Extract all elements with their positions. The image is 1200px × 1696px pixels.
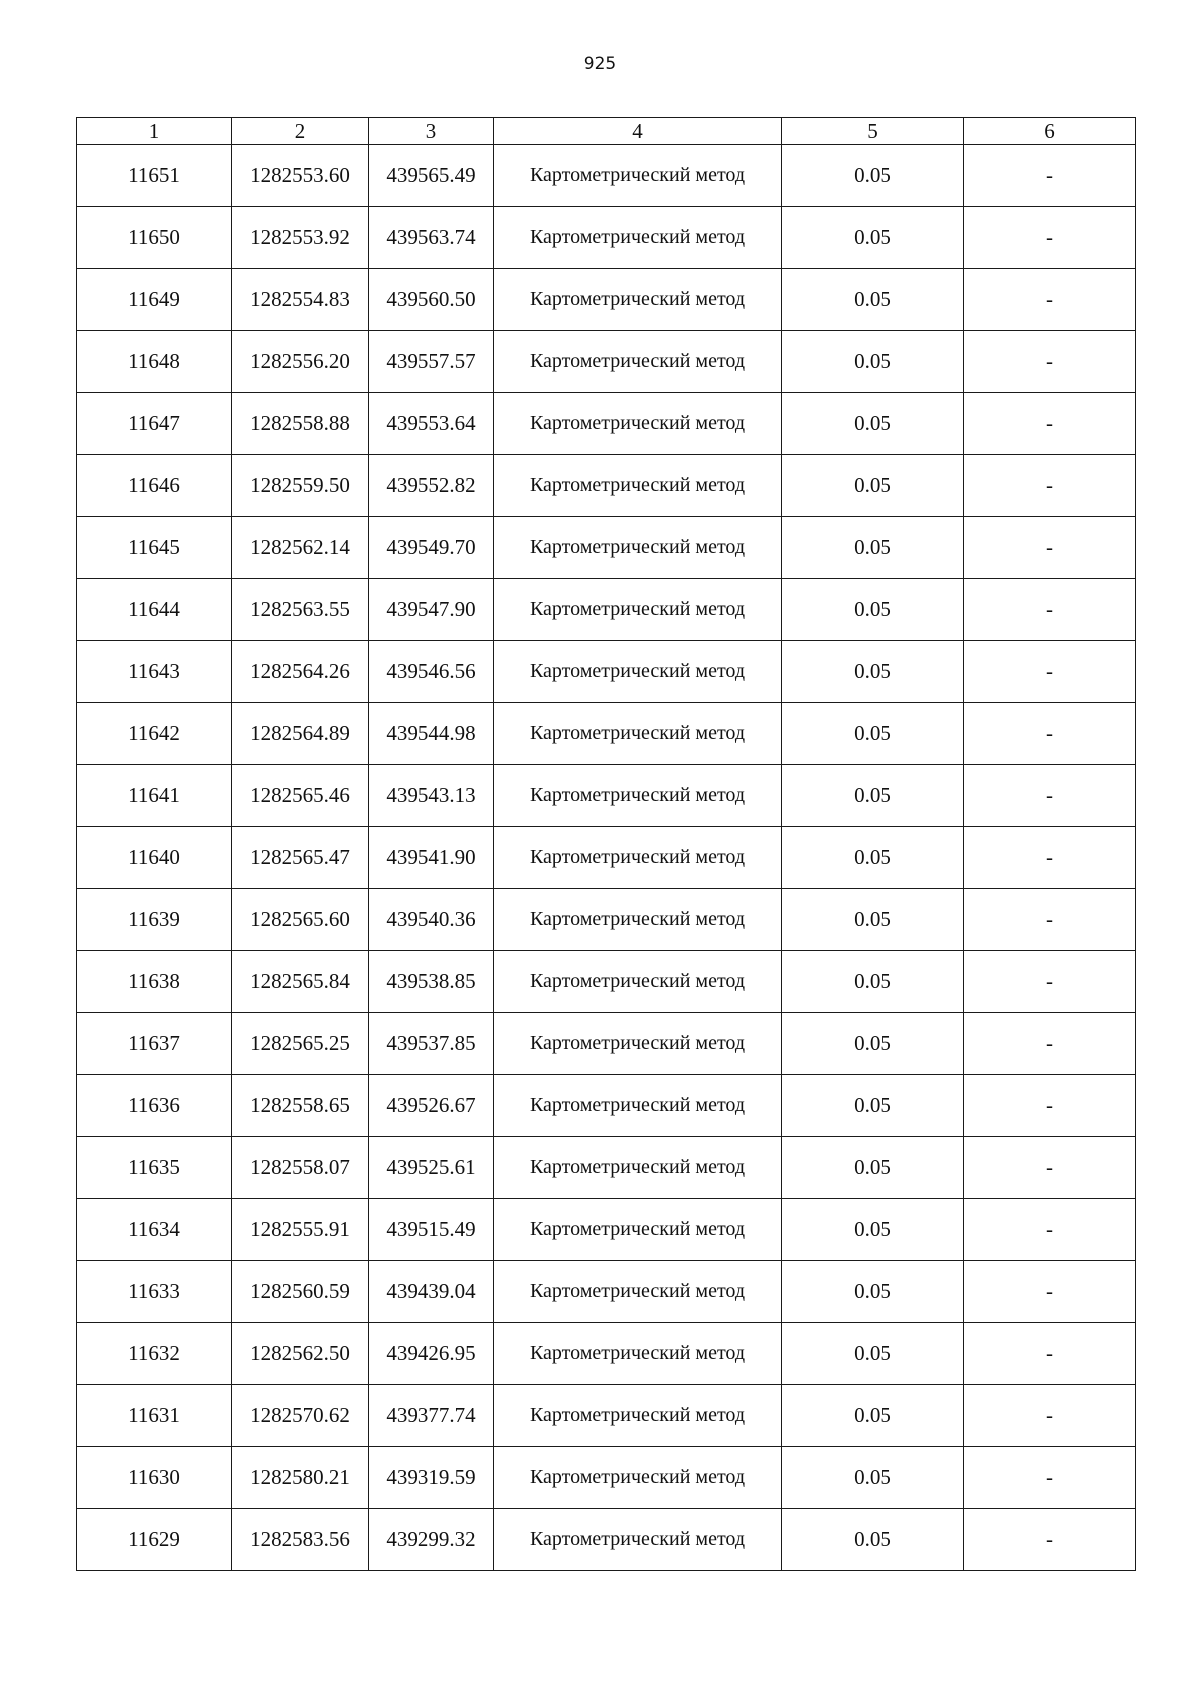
method-cell: Картометрический метод: [494, 331, 782, 393]
accuracy-cell: 0.05: [782, 455, 964, 517]
table-header: [77, 118, 1136, 145]
y-coordinate-cell: 439540.36: [369, 889, 494, 951]
note-cell: -: [964, 1261, 1136, 1323]
y-coordinate-cell: 439377.74: [369, 1385, 494, 1447]
x-coordinate-cell: 1282565.25: [232, 1013, 369, 1075]
table-row: [77, 951, 1136, 1013]
table-row: [77, 1447, 1136, 1509]
table-row: [77, 827, 1136, 889]
table-row: [77, 1199, 1136, 1261]
column-header-6: 6: [964, 118, 1136, 145]
note-cell: -: [964, 1013, 1136, 1075]
y-coordinate-cell: 439547.90: [369, 579, 494, 641]
method-cell: Картометрический метод: [494, 1447, 782, 1509]
x-coordinate-cell: 1282554.83: [232, 269, 369, 331]
x-coordinate-cell: 1282570.62: [232, 1385, 369, 1447]
note-cell: -: [964, 579, 1136, 641]
y-coordinate-cell: 439537.85: [369, 1013, 494, 1075]
point-number-cell: 11650: [77, 207, 232, 269]
accuracy-cell: 0.05: [782, 1323, 964, 1385]
note-cell: -: [964, 269, 1136, 331]
method-cell: Картометрический метод: [494, 641, 782, 703]
note-cell: -: [964, 1323, 1136, 1385]
table-row: [77, 393, 1136, 455]
note-cell: -: [964, 331, 1136, 393]
point-number-cell: 11646: [77, 455, 232, 517]
table-row: [77, 145, 1136, 207]
accuracy-cell: 0.05: [782, 827, 964, 889]
accuracy-cell: 0.05: [782, 207, 964, 269]
note-cell: -: [964, 827, 1136, 889]
header-row: [77, 118, 1136, 145]
y-coordinate-cell: 439546.56: [369, 641, 494, 703]
accuracy-cell: 0.05: [782, 579, 964, 641]
accuracy-cell: 0.05: [782, 951, 964, 1013]
accuracy-cell: 0.05: [782, 1261, 964, 1323]
note-cell: -: [964, 207, 1136, 269]
column-header-4: 4: [494, 118, 782, 145]
note-cell: -: [964, 765, 1136, 827]
note-cell: -: [964, 455, 1136, 517]
method-cell: Картометрический метод: [494, 269, 782, 331]
point-number-cell: 11636: [77, 1075, 232, 1137]
table-row: [77, 1261, 1136, 1323]
y-coordinate-cell: 439526.67: [369, 1075, 494, 1137]
table-row: [77, 1013, 1136, 1075]
column-header-3: 3: [369, 118, 494, 145]
accuracy-cell: 0.05: [782, 703, 964, 765]
point-number-cell: 11641: [77, 765, 232, 827]
method-cell: Картометрический метод: [494, 1199, 782, 1261]
table-row: [77, 331, 1136, 393]
y-coordinate-cell: 439439.04: [369, 1261, 494, 1323]
accuracy-cell: 0.05: [782, 765, 964, 827]
x-coordinate-cell: 1282565.47: [232, 827, 369, 889]
accuracy-cell: 0.05: [782, 641, 964, 703]
table-row: [77, 207, 1136, 269]
note-cell: -: [964, 1137, 1136, 1199]
table-row: [77, 765, 1136, 827]
method-cell: Картометрический метод: [494, 579, 782, 641]
x-coordinate-cell: 1282560.59: [232, 1261, 369, 1323]
y-coordinate-cell: 439515.49: [369, 1199, 494, 1261]
x-coordinate-cell: 1282583.56: [232, 1509, 369, 1571]
note-cell: -: [964, 641, 1136, 703]
accuracy-cell: 0.05: [782, 269, 964, 331]
table-row: [77, 1137, 1136, 1199]
x-coordinate-cell: 1282565.84: [232, 951, 369, 1013]
accuracy-cell: 0.05: [782, 889, 964, 951]
note-cell: -: [964, 1509, 1136, 1571]
note-cell: -: [964, 517, 1136, 579]
y-coordinate-cell: 439552.82: [369, 455, 494, 517]
note-cell: -: [964, 1385, 1136, 1447]
method-cell: Картометрический метод: [494, 827, 782, 889]
point-number-cell: 11648: [77, 331, 232, 393]
coordinates-table: [76, 117, 1136, 1571]
method-cell: Картометрический метод: [494, 455, 782, 517]
y-coordinate-cell: 439557.57: [369, 331, 494, 393]
point-number-cell: 11634: [77, 1199, 232, 1261]
x-coordinate-cell: 1282564.26: [232, 641, 369, 703]
x-coordinate-cell: 1282565.46: [232, 765, 369, 827]
accuracy-cell: 0.05: [782, 1385, 964, 1447]
x-coordinate-cell: 1282553.92: [232, 207, 369, 269]
x-coordinate-cell: 1282555.91: [232, 1199, 369, 1261]
y-coordinate-cell: 439544.98: [369, 703, 494, 765]
point-number-cell: 11638: [77, 951, 232, 1013]
point-number-cell: 11649: [77, 269, 232, 331]
method-cell: Картометрический метод: [494, 207, 782, 269]
y-coordinate-cell: 439553.64: [369, 393, 494, 455]
table-body: [77, 145, 1136, 1571]
point-number-cell: 11647: [77, 393, 232, 455]
point-number-cell: 11632: [77, 1323, 232, 1385]
table-row: [77, 517, 1136, 579]
x-coordinate-cell: 1282580.21: [232, 1447, 369, 1509]
point-number-cell: 11640: [77, 827, 232, 889]
accuracy-cell: 0.05: [782, 393, 964, 455]
column-header-2: 2: [232, 118, 369, 145]
method-cell: Картометрический метод: [494, 889, 782, 951]
note-cell: -: [964, 145, 1136, 207]
note-cell: -: [964, 1447, 1136, 1509]
note-cell: -: [964, 393, 1136, 455]
method-cell: Картометрический метод: [494, 1323, 782, 1385]
point-number-cell: 11635: [77, 1137, 232, 1199]
method-cell: Картометрический метод: [494, 517, 782, 579]
note-cell: -: [964, 889, 1136, 951]
method-cell: Картометрический метод: [494, 1385, 782, 1447]
note-cell: -: [964, 951, 1136, 1013]
y-coordinate-cell: 439525.61: [369, 1137, 494, 1199]
table-row: [77, 1323, 1136, 1385]
column-header-5: 5: [782, 118, 964, 145]
table-row: [77, 1509, 1136, 1571]
accuracy-cell: 0.05: [782, 517, 964, 579]
accuracy-cell: 0.05: [782, 1509, 964, 1571]
column-header-1: 1: [77, 118, 232, 145]
y-coordinate-cell: 439563.74: [369, 207, 494, 269]
method-cell: Картометрический метод: [494, 1261, 782, 1323]
x-coordinate-cell: 1282558.65: [232, 1075, 369, 1137]
x-coordinate-cell: 1282553.60: [232, 145, 369, 207]
table-row: [77, 1385, 1136, 1447]
method-cell: Картометрический метод: [494, 1137, 782, 1199]
note-cell: -: [964, 703, 1136, 765]
y-coordinate-cell: 439543.13: [369, 765, 494, 827]
point-number-cell: 11642: [77, 703, 232, 765]
table-row: [77, 889, 1136, 951]
accuracy-cell: 0.05: [782, 1075, 964, 1137]
method-cell: Картометрический метод: [494, 1013, 782, 1075]
point-number-cell: 11639: [77, 889, 232, 951]
x-coordinate-cell: 1282558.07: [232, 1137, 369, 1199]
y-coordinate-cell: 439299.32: [369, 1509, 494, 1571]
table-row: [77, 455, 1136, 517]
y-coordinate-cell: 439426.95: [369, 1323, 494, 1385]
y-coordinate-cell: 439538.85: [369, 951, 494, 1013]
x-coordinate-cell: 1282562.14: [232, 517, 369, 579]
method-cell: Картометрический метод: [494, 765, 782, 827]
point-number-cell: 11630: [77, 1447, 232, 1509]
x-coordinate-cell: 1282564.89: [232, 703, 369, 765]
point-number-cell: 11637: [77, 1013, 232, 1075]
point-number-cell: 11644: [77, 579, 232, 641]
note-cell: -: [964, 1075, 1136, 1137]
point-number-cell: 11629: [77, 1509, 232, 1571]
y-coordinate-cell: 439560.50: [369, 269, 494, 331]
note-cell: -: [964, 1199, 1136, 1261]
table-row: [77, 641, 1136, 703]
method-cell: Картометрический метод: [494, 1075, 782, 1137]
x-coordinate-cell: 1282558.88: [232, 393, 369, 455]
x-coordinate-cell: 1282559.50: [232, 455, 369, 517]
method-cell: Картометрический метод: [494, 1509, 782, 1571]
accuracy-cell: 0.05: [782, 1447, 964, 1509]
x-coordinate-cell: 1282556.20: [232, 331, 369, 393]
point-number-cell: 11643: [77, 641, 232, 703]
method-cell: Картометрический метод: [494, 393, 782, 455]
method-cell: Картометрический метод: [494, 951, 782, 1013]
y-coordinate-cell: 439565.49: [369, 145, 494, 207]
y-coordinate-cell: 439541.90: [369, 827, 494, 889]
point-number-cell: 11631: [77, 1385, 232, 1447]
table-row: [77, 703, 1136, 765]
method-cell: Картометрический метод: [494, 145, 782, 207]
x-coordinate-cell: 1282562.50: [232, 1323, 369, 1385]
x-coordinate-cell: 1282563.55: [232, 579, 369, 641]
point-number-cell: 11645: [77, 517, 232, 579]
x-coordinate-cell: 1282565.60: [232, 889, 369, 951]
accuracy-cell: 0.05: [782, 1137, 964, 1199]
accuracy-cell: 0.05: [782, 331, 964, 393]
method-cell: Картометрический метод: [494, 703, 782, 765]
table-row: [77, 1075, 1136, 1137]
table-row: [77, 579, 1136, 641]
accuracy-cell: 0.05: [782, 145, 964, 207]
accuracy-cell: 0.05: [782, 1199, 964, 1261]
accuracy-cell: 0.05: [782, 1013, 964, 1075]
y-coordinate-cell: 439319.59: [369, 1447, 494, 1509]
table-row: [77, 269, 1136, 331]
y-coordinate-cell: 439549.70: [369, 517, 494, 579]
point-number-cell: 11633: [77, 1261, 232, 1323]
point-number-cell: 11651: [77, 145, 232, 207]
page-number: 925: [583, 54, 617, 74]
